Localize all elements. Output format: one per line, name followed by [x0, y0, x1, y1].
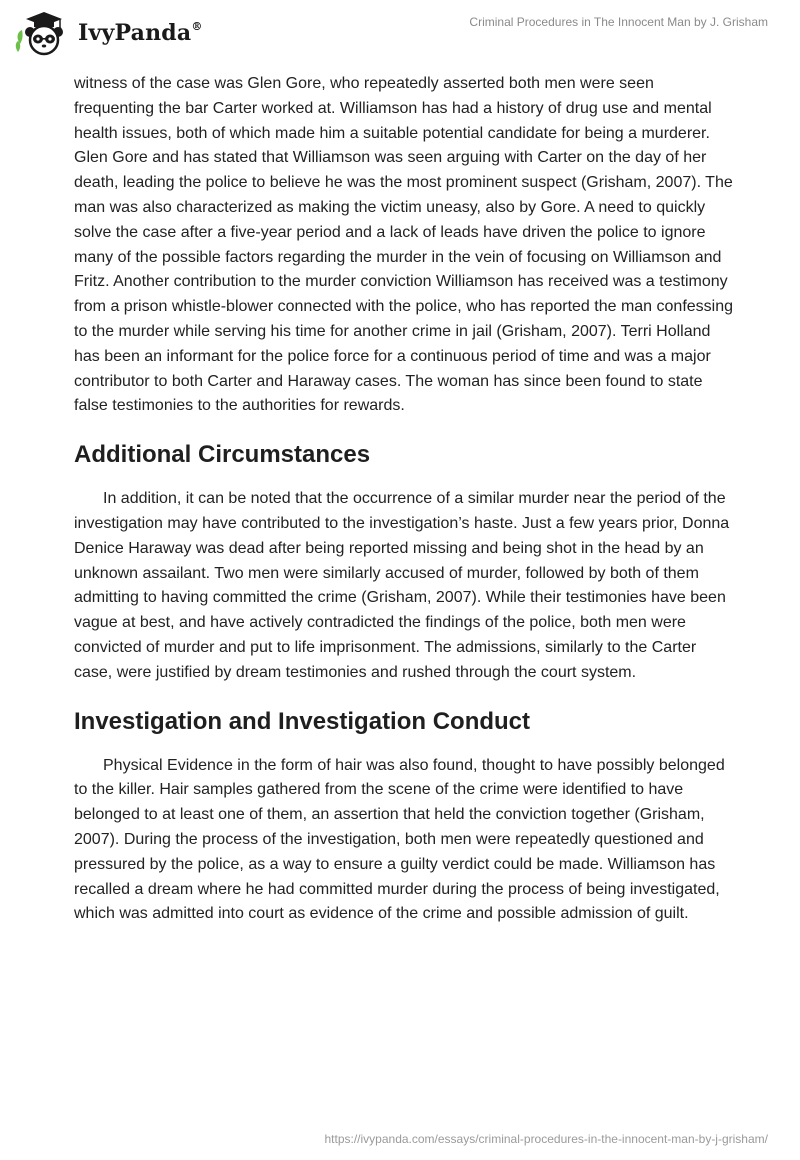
- document-title: Criminal Procedures in The Innocent Man by J. Grisham: [469, 15, 768, 29]
- section-paragraph-investigation-conduct: Physical Evidence in the form of hair was also found, thought to have possibly belonged to the killer. Hair samples gathered from the scene of the crime were identified to have belonged to at least one of them, an assertion that held the conviction together (Grisham, 2007). During the process of the investigation, both men were repeatedly questioned and pressured by the police, as a way to ensure a guilty verdict could be made. Williamson has recalled a dream where he had committed murder during the process of being investigated, which was admitted into court as evidence of the crime and possible admission of guilt.: [74, 756, 725, 923]
- intro-paragraph: witness of the case was Glen Gore, who repeatedly asserted both men were seen frequenting the bar Carter worked at. Williamson has had a history of drug use and mental health issues, both of which made him a suitable potential candidate for being a murderer. Glen Gore and has stated that Williamson was seen arguing with Carter on the day of her death, leading the police to believe he was the most prominent suspect (Grisham, 2007). The man was also characterized as making the victim uneasy, also by Gore. A need to quickly solve the case after a five-year period and a lack of leads have driven the police to ignore many of the possible factors regarding the murder in the vein of focusing on Williamson and Fritz. Another contribution to the murder conviction Williamson has received was a testimony from a prison whistle-blower connected with the police, who has reported the man confessing to the murder while serving his time for another crime in jail (Grisham, 2007). Terri Holland has been an informant for the police force for a continuous period of time and was a major contributor to both Carter and Haraway cases. The woman has since been found to state false testimonies to the authorities for rewards.: [74, 75, 734, 415]
- panda-graduate-icon: [14, 8, 70, 58]
- brand-name: IvyPanda®: [78, 19, 203, 46]
- page-header: [0, 0, 800, 70]
- section-paragraph-additional-circumstances: In addition, it can be noted that the occurrence of a similar murder near the period of the investigation may have contributed to the investigation’s haste. Just a few years prior, Donna Denice Haraway was dead after being reported missing and being shot in the head by an unknown assailant. Two men were similarly accused of murder, followed by both of them admitting to having committed the crime (Grisham, 2007). While their testimonies have been vague at best, and have actively contradicted the findings of the police, both men were convicted of murder and put to life imprisonment. The admissions, similarly to the Carter case, were justified by dream testimonies and rushed through the court system.: [74, 490, 730, 681]
- ivypanda-logo[interactable]: [14, 8, 203, 58]
- section-heading-investigation-conduct: Investigation and Investigation Conduct: [74, 707, 531, 735]
- registered-mark: ®: [191, 19, 203, 33]
- section-heading-additional-circumstances: Additional Circumstances: [74, 441, 371, 469]
- source-url-link[interactable]: https://ivypanda.com/essays/criminal-procedures-in-the-innocent-man-by-j-grisham/: [324, 1132, 768, 1146]
- essay-content: [74, 72, 734, 927]
